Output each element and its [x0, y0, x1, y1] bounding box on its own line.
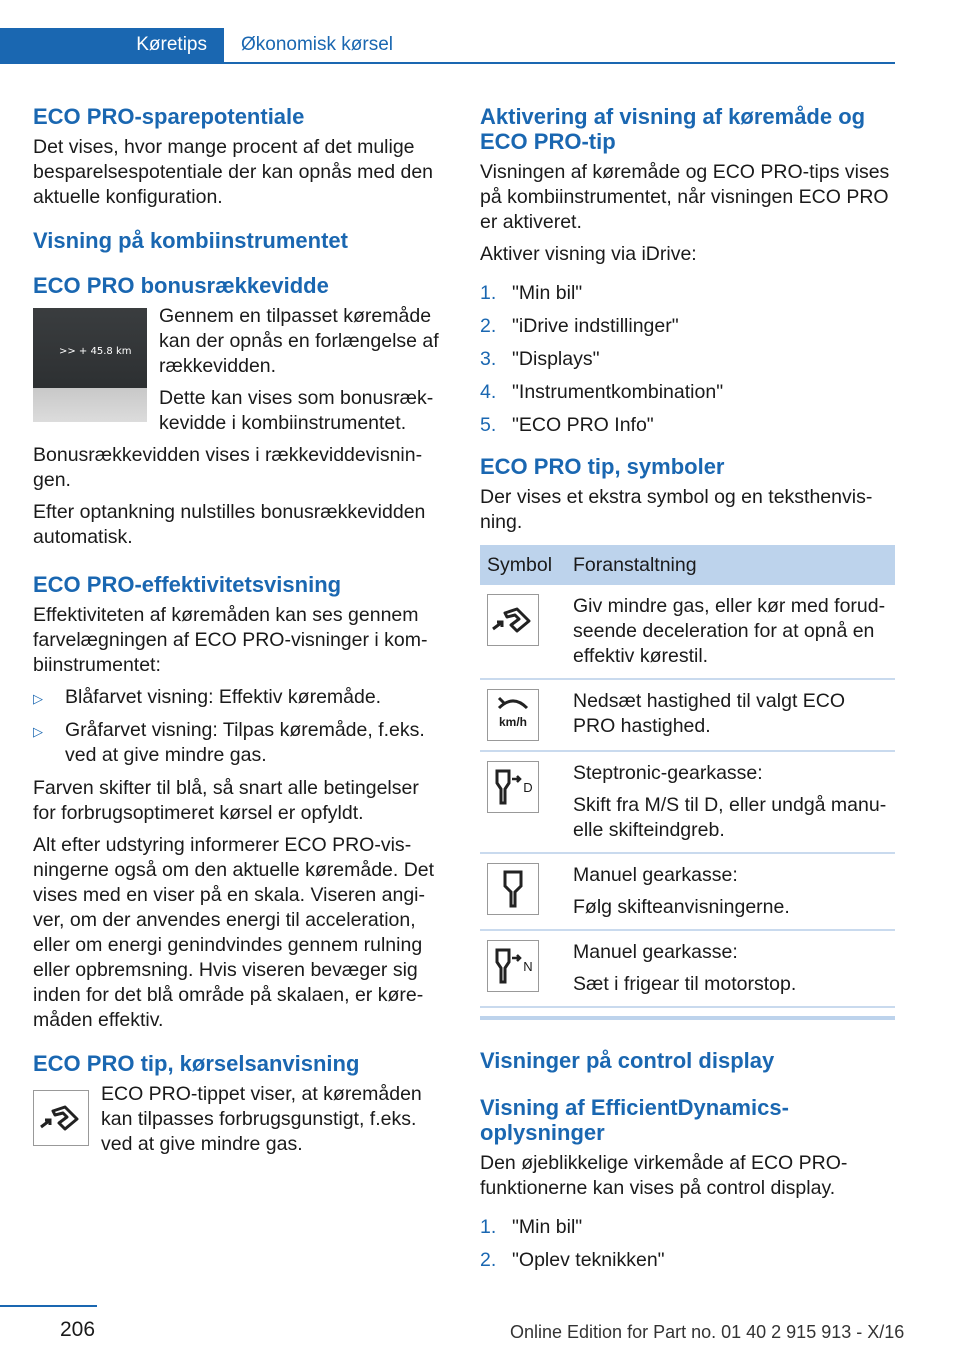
- paragraph: Bonusrækkevidden vises i rækkeviddevisningen.: [33, 444, 423, 491]
- paragraph: Farven skifter til blå, så snart alle betingelser for forbrugsoptimeret kørsel er opfyldt.: [33, 777, 419, 824]
- gear-n-icon: N: [487, 940, 539, 992]
- paragraph: Aktiver visning via iDrive:: [480, 243, 697, 265]
- paragraph: Alt efter udstyring informerer ECO PRO-visningerne også om den aktuelle køremåde. Det vises med en viser på en skala. Viseren angiver, om der anvendes energi til acceleration, eller om energi genindvindes gennem rulning eller opbremsning. Hvis viseren bevæger sig inden for det blå område på skalaen, er køremåden effektiv.: [33, 834, 435, 1031]
- list-item: 4. "Instrumentkombination": [480, 381, 724, 403]
- table-row: D Steptronic-gearkasse: Skift fra M/S til D, eller undgå manuelle skifteindgreb.: [480, 751, 895, 853]
- col-symbol: Symbol: [480, 545, 566, 585]
- pedal-icon: [487, 594, 539, 646]
- chapter-tabs: [0, 28, 895, 64]
- table-row: N Manuel gearkasse: Sæt i frigear til motorstop.: [480, 930, 895, 1007]
- tab-oekonomisk-koersel[interactable]: Økonomisk kørsel: [241, 34, 394, 55]
- heading-bonusraekkevidde: ECO PRO bonusrækkevidde: [33, 273, 329, 298]
- heading-control-display: Visninger på control display: [480, 1048, 775, 1073]
- symbol-table: [480, 545, 895, 1008]
- heading-kombiinstrument: Visning på kombiinstrumentet: [33, 228, 348, 253]
- heading-sparepotentiale: ECO PRO-sparepotentiale: [33, 104, 305, 129]
- list-item: 3. "Displays": [480, 348, 600, 370]
- heading-effektivitetsvisning: ECO PRO-effektivitetsvisning: [33, 572, 342, 597]
- table-end-rule: [480, 1016, 895, 1020]
- paragraph: Efter optankning nulstilles bonusrækkevidden automatisk.: [33, 501, 426, 548]
- table-row: Manuel gearkasse: Følg skifteanvisningerne.: [480, 853, 895, 930]
- table-header: [480, 545, 895, 585]
- list-item: 2. "Oplev teknikken": [480, 1249, 665, 1271]
- list-item: ▷ Gråfarvet visning: Tilpas køremåde, f.eks. ved at give mindre gas.: [33, 718, 443, 768]
- bonus-range-readout: >> + 45.8 km: [59, 346, 132, 357]
- pedal-icon: [33, 1090, 89, 1146]
- col-foranstaltning: Foranstaltning: [566, 545, 895, 585]
- heading-symboler: ECO PRO tip, symboler: [480, 454, 725, 479]
- footer-rule: [0, 1305, 97, 1307]
- paragraph: Dette kan vises som bonusrækkevidde i kombiinstrumentet.: [159, 387, 434, 434]
- bonus-block: [33, 304, 443, 443]
- steps-list: [480, 1215, 895, 1273]
- left-column: [33, 104, 443, 1164]
- table-row: Giv mindre gas, eller kør med forudseende deceleration for at opnå en effektiv kørestil.: [480, 585, 895, 679]
- list-item: 1. "Min bil": [480, 282, 583, 304]
- page-number: 206: [60, 1318, 96, 1341]
- tip-block: [33, 1082, 443, 1164]
- list-item: 1. "Min bil": [480, 1216, 583, 1238]
- paragraph: Der vises et ekstra symbol og en teksthenvisning.: [480, 486, 873, 533]
- paragraph: Den øjeblikkelige virkemåde af ECO PRO-funktionerne kan vises på control display.: [480, 1152, 848, 1199]
- right-column: [480, 104, 895, 1281]
- paragraph: Gennem en tilpasset køremåde kan der opnås en forlængelse af rækkevidden.: [159, 305, 439, 377]
- list-item: ▷ Blåfarvet visning: Effektiv køremåde.: [33, 685, 443, 710]
- table-row: km/h Nedsæt hastighed til valgt ECO PRO hastighed.: [480, 679, 895, 751]
- paragraph: Det vises, hvor mange procent af det mulige besparelsespotentiale der kan opnås med den aktuelle konfiguration.: [33, 136, 434, 208]
- dashboard-bonus-image: [33, 308, 147, 422]
- paragraph: Effektiviteten af køremåden kan ses gennem farvelægningen af ECO PRO-visninger i kombiinstrumentet:: [33, 604, 428, 676]
- paragraph: ECO PRO-tippet viser, at køremåden kan tilpasses forbrugsgunstigt, f.eks. ved at give mindre gas.: [101, 1083, 422, 1155]
- heading-aktivering: Aktivering af visning af køremåde og ECO PRO-tip: [480, 104, 866, 154]
- bullet-list: [33, 685, 443, 768]
- list-item: 5. "ECO PRO Info": [480, 414, 654, 436]
- gear-d-icon: D: [487, 761, 539, 813]
- heading-efficientdynamics: Visning af EfficientDynamics-oplysninger: [480, 1095, 789, 1145]
- speed-kmh-icon: km/h: [487, 689, 539, 741]
- heading-koerselsanvisning: ECO PRO tip, kørselsanvisning: [33, 1051, 360, 1076]
- list-item: 2. "iDrive indstillinger": [480, 315, 679, 337]
- steps-list: [480, 281, 895, 438]
- gear-lever-icon: [487, 863, 539, 915]
- edition-note: Online Edition for Part no. 01 40 2 915 913 - X/16: [510, 1322, 905, 1342]
- tab-koeretips[interactable]: Køretips: [0, 28, 224, 62]
- paragraph: Visningen af køremåde og ECO PRO-tips vises på kombiinstrumentet, når visningen ECO PRO er aktiveret.: [480, 161, 890, 233]
